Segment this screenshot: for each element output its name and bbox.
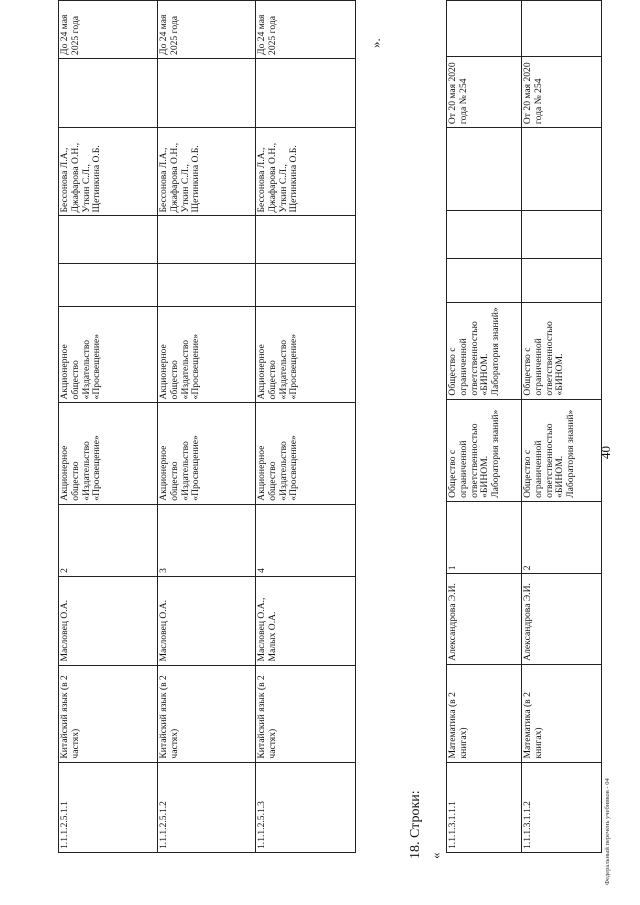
note-cell (256, 264, 356, 307)
book-title: Математика (в 2 книгах) (522, 664, 602, 762)
note-cell (522, 259, 602, 302)
publisher-short: Акционерное общество «Издательство «Просвещение» (256, 307, 356, 403)
book-title: Китайский язык (в 2 частях) (59, 665, 158, 762)
row-id: 1.1.1.2.5.1.1 (59, 762, 158, 852)
opening-quote: « (428, 852, 443, 859)
note-cell (59, 216, 158, 264)
row-id: 1.1.1.2.5.1.2 (158, 762, 256, 852)
reviewers: Бессонова Л.А., Джафарова О.Н., Уткин С.Л., Щетинкина О.Б. (256, 127, 356, 216)
note-cell (59, 264, 158, 307)
table-row (447, 1, 522, 853)
footer-text: Федеральный перечень учебников - 04 (604, 778, 611, 885)
section-heading: 18. Строки: (408, 790, 423, 859)
book-authors: Александрова Э.И. (447, 574, 522, 665)
table-row (256, 1, 356, 853)
bottom-table (446, 0, 602, 853)
publisher-short: Общество с ограниченной ответственностью «БИНОМ. Лаборатория знаний» (447, 302, 522, 399)
row-id: 1.1.1.2.5.1.3 (256, 762, 356, 852)
deadline: До 24 мая 2025 года (158, 1, 256, 59)
grade: 4 (256, 504, 356, 576)
publisher-name: Общество с ограниченной ответственностью «БИНОМ. Лаборатория знаний» (522, 399, 602, 501)
publisher-name: Общество с ограниченной ответственностью «БИНОМ. Лаборатория знаний» (447, 399, 522, 501)
grade: 2 (59, 504, 158, 576)
order-cell (59, 58, 158, 127)
note-cell (447, 211, 522, 259)
grade: 3 (158, 504, 256, 576)
book-authors: Александрова Э.И. (522, 574, 602, 665)
book-title: Математика (в 2 книгах) (447, 664, 522, 762)
note-cell (158, 264, 256, 307)
note-cell (158, 216, 256, 264)
publisher-short: Акционерное общество «Издательство «Просвещение» (158, 307, 256, 403)
order-cell: От 20 мая 2020 года № 254 (522, 56, 602, 127)
reviewers: Бессонова Л.А., Джафарова О.Н., Уткин С.Л., Щетинкина О.Б. (59, 127, 158, 216)
deadline (447, 1, 522, 57)
deadline (522, 1, 602, 57)
note-cell (256, 216, 356, 264)
publisher-name: Акционерное общество «Издательство «Просвещение» (59, 403, 158, 504)
order-cell (256, 58, 356, 127)
grade: 1 (447, 501, 522, 573)
note-cell (447, 259, 522, 302)
table-row (59, 1, 158, 853)
publisher-name: Акционерное общество «Издательство «Просвещение» (158, 403, 256, 504)
publisher-name: Акционерное общество «Издательство «Просвещение» (256, 403, 356, 504)
book-authors: Масловец О.А. (158, 576, 256, 665)
book-title: Китайский язык (в 2 частях) (256, 665, 356, 762)
book-authors: Масловец О.А. (59, 576, 158, 665)
closing-quote: ». (368, 38, 383, 48)
top-table (58, 0, 356, 853)
publisher-short: Акционерное общество «Издательство «Просвещение» (59, 307, 158, 403)
note-cell (522, 211, 602, 259)
order-cell (158, 58, 256, 127)
order-cell: От 20 мая 2020 года № 254 (447, 56, 522, 127)
page-number: 40 (598, 446, 613, 459)
table-row (158, 1, 256, 853)
deadline: До 24 мая 2025 года (59, 1, 158, 59)
row-id: 1.1.1.3.1.1.1 (447, 762, 522, 852)
publisher-short: Общество с ограниченной ответственностью «БИНОМ. (522, 302, 602, 399)
table-row (522, 1, 602, 853)
row-id: 1.1.1.3.1.1.2 (522, 762, 602, 852)
reviewers (522, 128, 602, 211)
grade: 2 (522, 501, 602, 573)
book-authors: Масловец О.А., Малых О.А. (256, 576, 356, 665)
reviewers: Бессонова Л.А., Джафарова О.Н., Уткин С.Л., Щетинкина О.Б. (158, 127, 256, 216)
reviewers (447, 128, 522, 211)
deadline: До 24 мая 2025 года (256, 1, 356, 59)
book-title: Китайский язык (в 2 частях) (158, 665, 256, 762)
